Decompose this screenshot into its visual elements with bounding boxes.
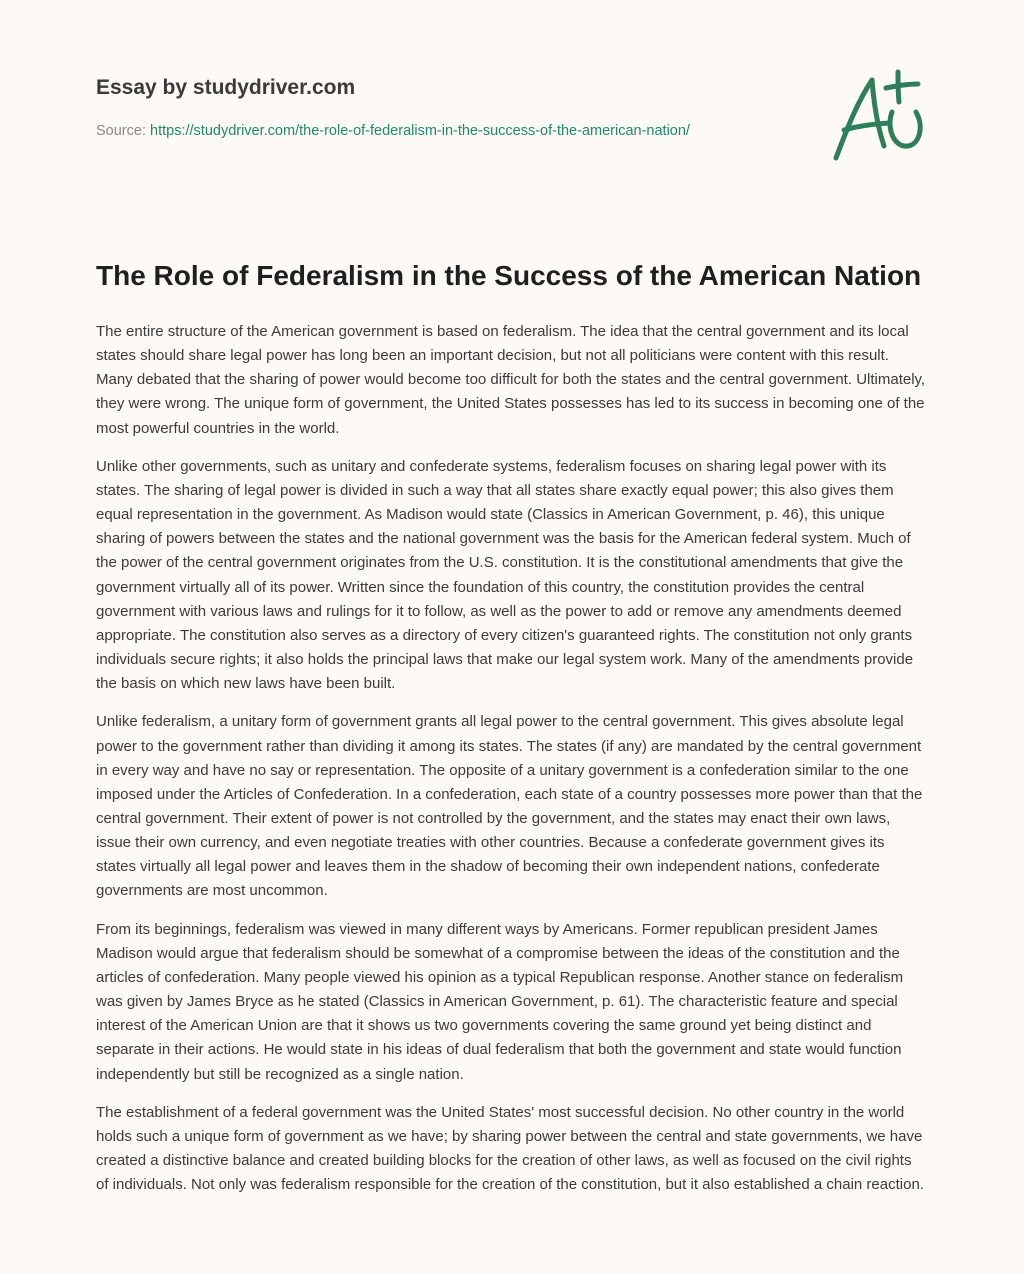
paragraph: Unlike other governments, such as unitary and confederate systems, federalism focuses on sharing legal power with its states. The sharing of legal power is divided in such a way that all states share exactly equal power; this also gives them equal representation in the government. As Madison would state (Classics in American Government, p. 46), this unique sharing of powers between the states and the national government was the basis for the American federal system. Much of the power of the central government originates from the U.S. constitution. It is the constitutional amendments that give the government virtually all of its power. Written since the foundation of this country, the constitution provides the central government with various laws and rulings for it to follow, as well as the power to add or remove any amendments deemed appropriate. The constitution also serves as a directory of every citizen's guaranteed rights. The constitution not only grants individuals secure rights; it also holds the principal laws that make our legal system work. Many of the amendments provide the basis on which new laws have been built. — [96, 457, 914, 693]
paragraph: The establishment of a federal government was the United States' most successful decision. No other country in the world holds such a unique form of government as we have; by sharing power between the central and state governments, we have created a distinctive balance and created building blocks for the creation of other laws, as well as focused on the civil rights of individuals. Not only was federalism responsible for the creation of the constitution, but it also established a chain reaction. — [96, 1103, 924, 1194]
paragraph: From its beginnings, federalism was viewed in many different ways by Americans. Former republican president James Madison would argue that federalism should be somewhat of a compromise between the ideas of the constitution and the articles of confederation. Many people viewed his opinion as a typical Republican response. Another stance on federalism was given by James Bryce as he stated (Classics in American Government, p. 61). The characteristic feature and special interest of the American Union are that it shows us two governments covering the same ground yet being distinct and separate in their actions. He would state in his ideas of dual federalism that both the government and state would function independently but still be recognized as a single nation. — [96, 920, 904, 1083]
a-plus-logo-icon — [828, 66, 928, 166]
source-label: Source: — [96, 123, 146, 139]
site-title: Essay by studydriver.com — [96, 76, 356, 99]
essay-title: The Role of Federalism in the Success of the American Nation — [96, 260, 922, 291]
source-line — [96, 123, 690, 139]
paragraph: The entire structure of the American government is based on federalism. The idea that the central government and its local states should share legal power has long been an important decision, but not all politicians were content with this result. Many debated that the sharing of power would become too difficult for both the states and the central government. Ultimately, they were wrong. The unique form of government, the United States possesses has led to its success in becoming one of the most powerful countries in the world. — [96, 323, 926, 437]
paragraph: Unlike federalism, a unitary form of government grants all legal power to the central government. This gives absolute legal power to the government rather than dividing it among its states. The states (if any) are mandated by the central government in every way and have no say or representation. The opposite of a unitary government is a confederation similar to the one imposed under the Articles of Confederation. In a confederation, each state of a country possesses more power than that the central government. Their extent of power is not controlled by the government, and the states may enact their own laws, issue their own currency, and even negotiate treaties with other countries. Because a confederate government gives its states virtually all legal power and leaves them in the shadow of becoming their own independent nations, confederate governments are most uncommon. — [96, 713, 923, 900]
header — [96, 0, 928, 220]
source-link[interactable]: https://studydriver.com/the-role-of-federalism-in-the-success-of-the-american-nation/ — [150, 123, 690, 139]
essay-body — [96, 320, 928, 1197]
